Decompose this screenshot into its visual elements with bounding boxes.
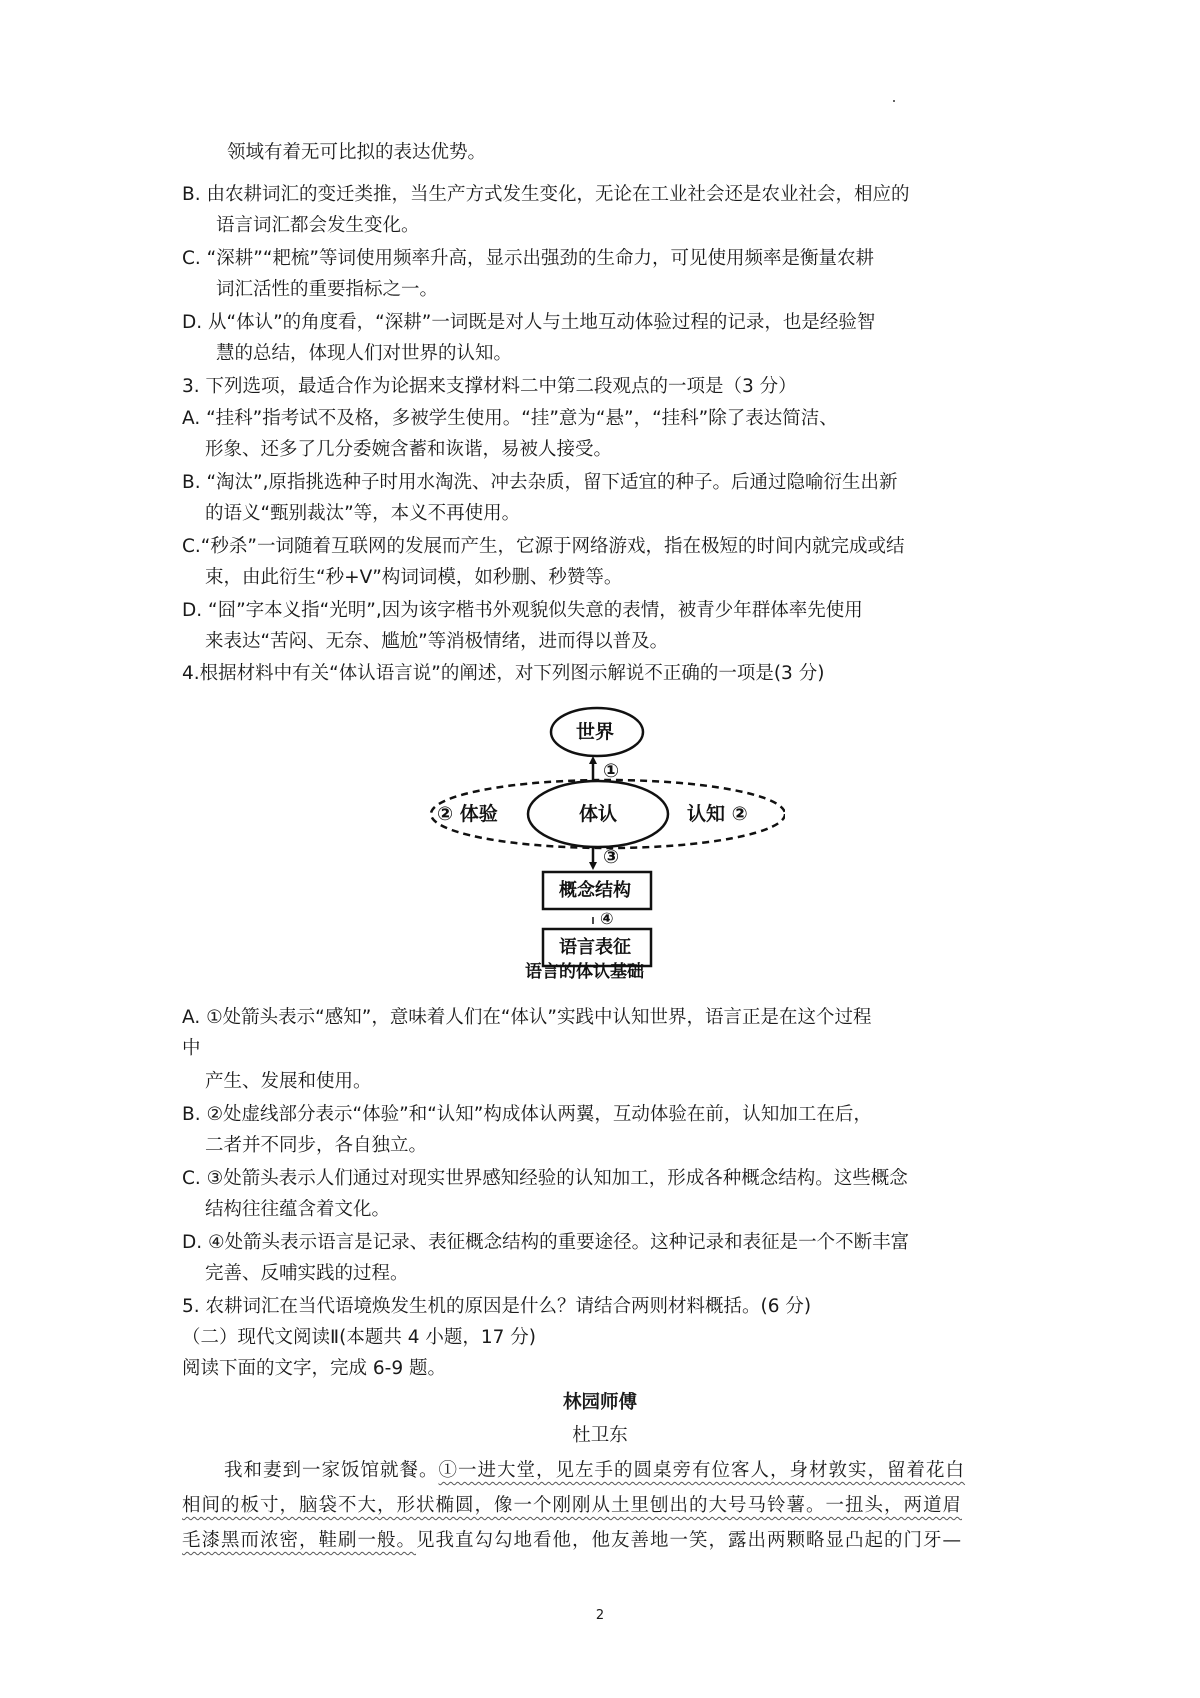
q4-option-a-line2: 中 <box>182 1038 201 1059</box>
story-author: 杜卫东 <box>572 1425 628 1446</box>
embodiment-diagram <box>425 702 785 986</box>
story-p1-plain: 我和妻到一家饭馆就餐。 <box>224 1460 439 1481</box>
option-c-line1: C. “深耕”“耙梳”等词使用频率升高，显示出强劲的生命力，可见使用频率是衡量农耕 <box>182 248 875 269</box>
q3-option-a-line2: 形象、还多了几分委婉含蓄和诙谐，易被人接受。 <box>205 439 613 460</box>
question-3: 3. 下列选项，最适合作为论据来支撑材料二中第二段观点的一项是（3 分） <box>182 376 797 397</box>
concept-label: 概念结构 <box>559 880 631 901</box>
question-5: 5. 农耕词汇在当代语境焕发生机的原因是什么？请结合两则材料概括。(6 分) <box>182 1296 812 1317</box>
q4-option-b-line2: 二者并不同步，各自独立。 <box>205 1135 428 1156</box>
q3-option-c-line2: 束，由此衍生“秒+V”构词词模，如秒删、秒赞等。 <box>205 567 623 588</box>
story-p3-plain: 见我直勾勾地看他，他友善地一笑，露出两颗略显凸起的门牙— <box>416 1530 963 1551</box>
reading-instruction: 阅读下面的文字，完成 6-9 题。 <box>182 1358 446 1379</box>
q4-option-b-line1: B. ②处虚线部分表示“体验”和“认知”构成体认两翼，互动体验在前，认知加工在后， <box>182 1104 872 1125</box>
q4-option-a-line3: 产生、发展和使用。 <box>205 1071 372 1092</box>
option-c-line2: 词汇活性的重要指标之一。 <box>216 279 439 300</box>
q4-option-a-line1: A. ①处箭头表示“感知”，意味着人们在“体认”实践中认知世界，语言正是在这个过程 <box>182 1007 872 1028</box>
experience-label: ② 体验 <box>437 803 498 825</box>
question-4: 4.根据材料中有关“体认语言说”的阐述，对下列图示解说不正确的一项是(3 分) <box>182 663 825 684</box>
embodiment-label: 体认 <box>579 803 618 825</box>
story-paragraph-line3 <box>182 1528 962 1554</box>
cognition-label: 认知 ② <box>687 803 748 825</box>
story-paragraph-line1 <box>224 1458 965 1484</box>
arrow-3-label: ③ <box>603 846 620 868</box>
q4-option-c-line2: 结构往往蕴含着文化。 <box>205 1199 391 1220</box>
world-label: 世界 <box>576 721 615 743</box>
page-number: 2 <box>595 1608 605 1623</box>
scan-speck <box>893 100 895 102</box>
language-label: 语言表征 <box>559 937 631 958</box>
arrow-1-label: ① <box>603 760 620 782</box>
q4-option-d-line1: D. ④处箭头表示语言是记录、表征概念结构的重要途径。这种记录和表征是一个不断丰富 <box>182 1232 910 1253</box>
q3-option-d-line2: 来表达“苦闷、无奈、尴尬”等消极情绪，进而得以普及。 <box>205 631 669 652</box>
section-2-heading: （二）现代文阅读Ⅱ(本题共 4 小题，17 分) <box>182 1327 536 1348</box>
q3-option-b-line1: B. “淘汰”,原指挑选种子时用水淘洗、冲去杂质，留下适宜的种子。后通过隐喻衍生出新 <box>182 472 898 493</box>
option-d-line2: 慧的总结，体现人们对世界的认知。 <box>216 343 513 364</box>
option-b-line1: B. 由农耕词汇的变迁类推，当生产方式发生变化，无论在工业社会还是农业社会，相应的 <box>182 184 910 205</box>
diagram-caption: 语言的体认基础 <box>525 962 644 982</box>
story-p1-underlined: ①一进大堂，见左手的圆桌旁有位客人，身材敦实，留着花白 <box>438 1460 966 1481</box>
option-b-line2: 语言词汇都会发生变化。 <box>216 215 420 236</box>
q4-option-c-line1: C. ③处箭头表示人们通过对现实世界感知经验的认知加工，形成各种概念结构。这些概念 <box>182 1168 908 1189</box>
story-title: 林园师傅 <box>562 1392 637 1413</box>
q3-option-b-line2: 的语义“甄别裁汰”等，本义不再使用。 <box>205 503 521 524</box>
story-p3-underlined: 毛漆黑而浓密，鞋刷一般。 <box>182 1530 417 1551</box>
option-a-continuation: 领域有着无可比拟的表达优势。 <box>227 142 487 163</box>
q3-option-a-line1: A. “挂科”指考试不及格，多被学生使用。“挂”意为“悬”，“挂科”除了表达简洁、 <box>182 408 838 429</box>
arrow-4-label: ④ <box>600 909 614 928</box>
q4-option-d-line2: 完善、反哺实践的过程。 <box>205 1263 409 1284</box>
story-paragraph-line2: 相间的板寸，脑袋不大，形状椭圆，像一个刚刚从土里刨出的大号马铃薯。一扭头，两道眉 <box>182 1495 963 1516</box>
q3-option-c-line1: C.“秒杀”一词随着互联网的发展而产生，它源于网络游戏，指在极短的时间内就完成或结 <box>182 536 905 557</box>
q3-option-d-line1: D. “囧”字本义指“光明”,因为该字楷书外观貌似失意的表情，被青少年群体率先使用 <box>182 600 863 621</box>
option-d-line1: D. 从“体认”的角度看，“深耕”一词既是对人与土地互动体验过程的记录，也是经验智 <box>182 312 876 333</box>
